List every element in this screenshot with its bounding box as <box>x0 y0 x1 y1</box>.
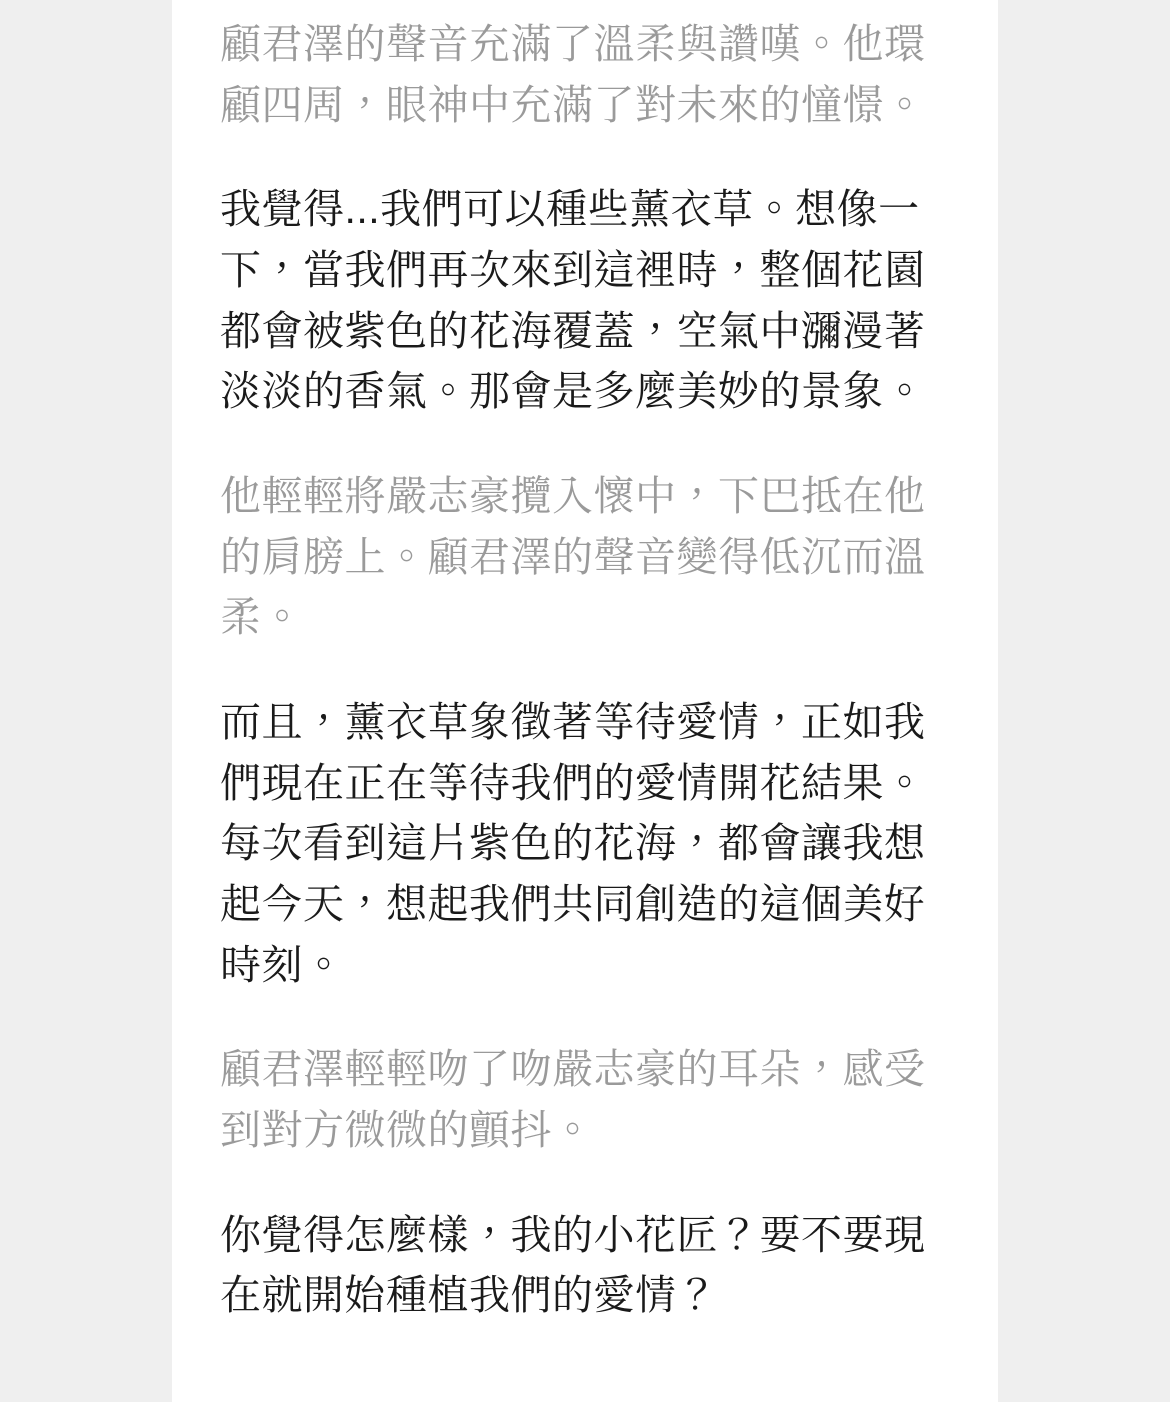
story-paragraph: 你覺得怎麼樣，我的小花匠？要不要現在就開始種植我們的愛情？ <box>220 1211 926 1319</box>
story-paragraph: 我覺得...我們可以種些薰衣草。想像一下，當我們再次來到這裡時，整個花園都會被紫色的花海覆蓋，空氣中瀰漫著淡淡的香氣。那會是多麼美妙的景象。 <box>220 186 926 415</box>
story-paragraph: 顧君澤的聲音充滿了溫柔與讚嘆。他環顧四周，眼神中充滿了對未來的憧憬。 <box>220 21 926 128</box>
story-paragraph: 他輕輕將嚴志豪攬入懷中，下巴抵在他的肩膀上。顧君澤的聲音變得低沉而溫柔。 <box>220 473 926 641</box>
story-paragraph: 顧君澤輕輕吻了吻嚴志豪的耳朵，感受到對方微微的顫抖。 <box>220 1046 926 1154</box>
story-text-container <box>220 0 950 1366</box>
content-sheet <box>172 0 998 1402</box>
story-paragraph: 而且，薰衣草象徵著等待愛情，正如我們現在正在等待我們的愛情開花結果。每次看到這片紫色的花海，都會讓我想起今天，想起我們共同創造的這個美好時刻。 <box>220 699 926 988</box>
